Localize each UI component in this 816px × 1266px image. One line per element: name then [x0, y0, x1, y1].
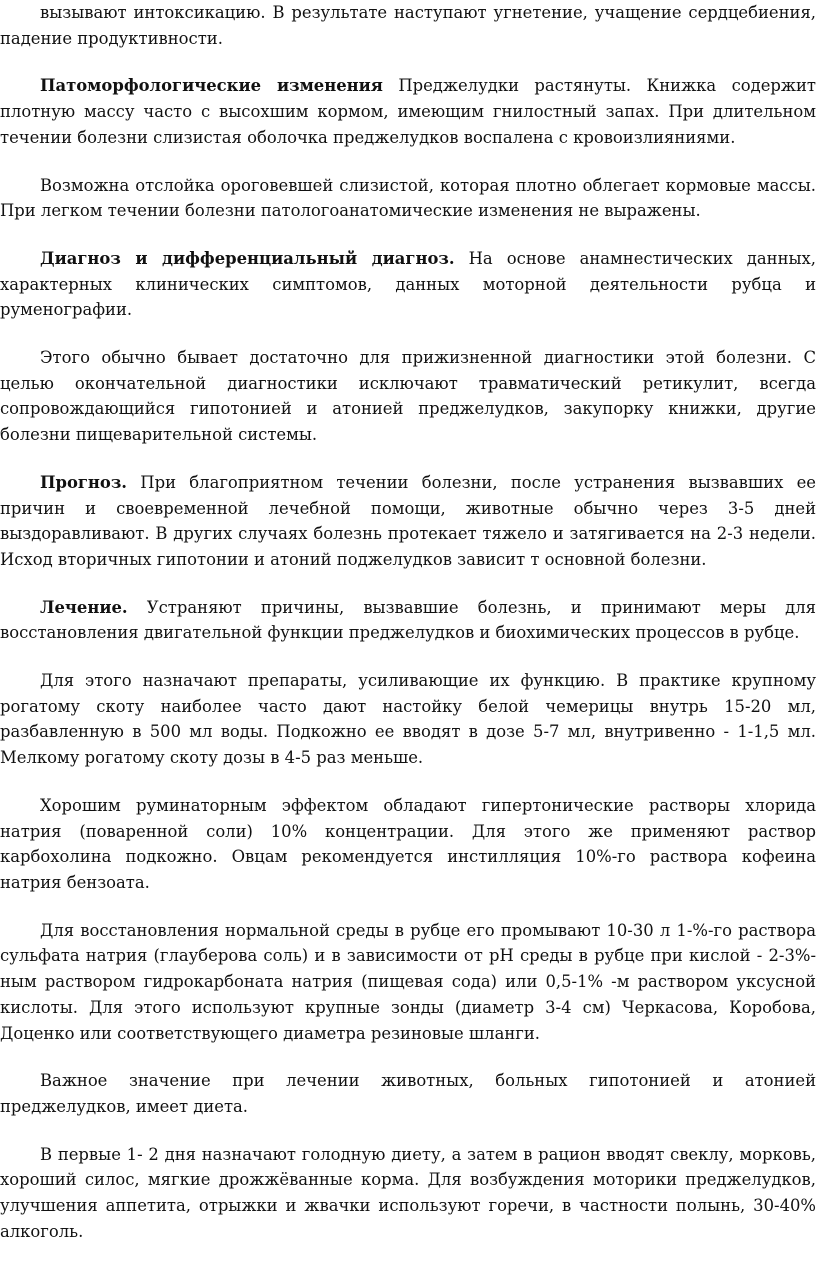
paragraph [0, 1142, 816, 1245]
paragraph-text: При благоприятном течении болезни, после устранения вызвавших ее причин и своевременной лечебной помощи, животные обычно через 3-5 дней выздоравливают. В других случаях болезнь протекает тяжело и затягивается на 2-3 недели. Исход вторичных гипотонии и атоний поджелудков зависит т основной болезни. [0, 472, 816, 569]
paragraph [0, 345, 816, 448]
paragraph-treatment [0, 595, 816, 646]
paragraph-pathomorphology [0, 73, 816, 150]
paragraph-text: В первые 1- 2 дня назначают голодную диету, а затем в рацион вводят свеклу, морковь, хороший силос, мягкие дрожжёванные корма. Для возбуждения моторики преджелудков, улучшения аппетита, отрыжки и жвачки используют горечи, в частности полынь, 30-40% алкоголь. [0, 1144, 816, 1241]
section-heading-pathomorphology: Патоморфологические изменения [40, 76, 383, 96]
paragraph-text: Устраняют причины, вызвавшие болезнь, и принимают меры для восстановления двигательной функции преджелудков и биохимических процессов в рубце. [0, 597, 816, 643]
paragraph-text: Важное значение при лечении животных, больных гипотонией и атонией преджелудков, имеет диета. [0, 1071, 816, 1116]
paragraph-text: вызывают интоксикацию. В результате наступают угнетение, учащение сердцебиения, падение продуктивности. [0, 3, 816, 48]
paragraph [0, 793, 816, 896]
paragraph [0, 668, 816, 771]
paragraph-text: Для восстановления нормальной среды в рубце его промывают 10-30 л 1-%-го раствора сульфата натрия (глауберова соль) и в зависимости от рН среды в рубце при кислой - 2-3%-ным раствором гидрокарбоната натрия (пищевая сода) или 0,5-1% -м раствором уксусной кислоты. Для этого используют крупные зонды (диаметр 3-4 см) Черкасова, Коробова, Доценко или соответствующего диаметра резиновые шланги. [0, 920, 816, 1043]
paragraph-diagnosis [0, 246, 816, 323]
paragraph-text: Возможна отслойка ороговевшей слизистой, которая плотно облегает кормовые массы. При легком течении болезни патологоанатомические изменения не выражены. [0, 175, 816, 221]
section-heading-prognosis: Прогноз. [40, 472, 128, 492]
paragraph [0, 173, 816, 224]
paragraph-prognosis [0, 470, 816, 573]
section-heading-treatment: Лечение. [40, 597, 128, 617]
paragraph-text: Этого обычно бывает достаточно для прижизненной диагностики этой болезни. С целью окончательной диагностики исключают травматический ретикулит, всегда сопровождающийся гипотонией и атонией преджелудков, закупорку книжки, другие болезни пищеварительной системы. [0, 348, 816, 445]
paragraph-text: Для этого назначают препараты, усиливающие их функцию. В практике крупному рогатому скоту наиболее часто дают настойку белой чемерицы внутрь 15-20 мл, разбавленную в 500 мл воды. Подкожно ее вводят в дозе 5-7 мл, внутривенно - 1-1,5 мл. Мелкому рогатому скоту дозы в 4-5 раз меньше. [0, 671, 816, 768]
paragraph-text: Хорошим руминаторным эффектом обладают гипертонические растворы хлорида натрия (поваренной соли) 10% концентрации. Для этого же применяют раствор карбохолина подкожно. Овцам рекомендуется инстилляция 10%-го раствора кофеина натрия бензоата. [0, 795, 816, 892]
paragraph [0, 1068, 816, 1119]
paragraph-text: На основе анамнестических данных, характерных клинических симптомов, данных моторной деятельности рубца и руменографии. [0, 248, 816, 320]
section-heading-diagnosis: Диагноз и дифференциальный диагноз. [40, 248, 455, 268]
paragraph [0, 0, 816, 51]
paragraph [0, 918, 816, 1047]
paragraph-text: Преджелудки растянуты. Книжка содержит плотную массу часто с высохшим кормом, имеющим гнилостный запах. При длительном течении болезни слизистая оболочка преджелудков воспалена с кровоизлияниями. [0, 76, 816, 147]
